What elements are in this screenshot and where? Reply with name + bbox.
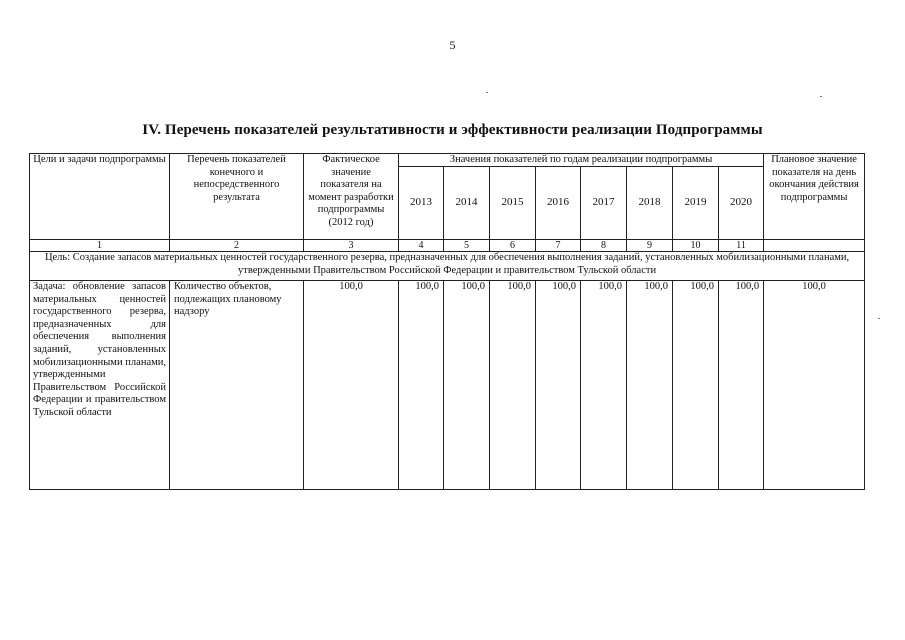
column-number: 2 <box>170 240 304 252</box>
header-planned: Плановое значение показателя на день окончания действия подпрограммы <box>764 154 865 240</box>
year-value: 100,0 <box>399 281 444 490</box>
column-number: 1 <box>30 240 170 252</box>
column-number <box>764 240 865 252</box>
header-year: 2018 <box>627 167 673 240</box>
year-value: 100,0 <box>673 281 719 490</box>
header-years-group: Значения показателей по годам реализации подпрограммы <box>399 154 764 167</box>
indicators-table <box>29 153 865 490</box>
column-number: 6 <box>490 240 536 252</box>
scan-speck <box>878 318 880 319</box>
year-value: 100,0 <box>581 281 627 490</box>
indicator-text: Количество объектов, подлежащих плановому надзору <box>170 281 304 490</box>
planned-value: 100,0 <box>764 281 865 490</box>
header-actual: Фактическое значение показателя на момент разработки подпрограммы (2012 год) <box>304 154 399 240</box>
header-year: 2014 <box>444 167 490 240</box>
actual-value: 100,0 <box>304 281 399 490</box>
header-year: 2019 <box>673 167 719 240</box>
year-value: 100,0 <box>536 281 581 490</box>
header-row <box>30 154 865 167</box>
goal-row <box>30 252 865 281</box>
column-number: 3 <box>304 240 399 252</box>
task-text: Задача: обновление запасов материальных ценностей государственного резерва, предназначенных для обеспечения выполнения заданий, установленных мобилизационными планами, утвержденными Правительством Российской Федерации и правительством Тульской области <box>30 281 170 490</box>
column-number: 7 <box>536 240 581 252</box>
header-year: 2017 <box>581 167 627 240</box>
header-year: 2016 <box>536 167 581 240</box>
year-value: 100,0 <box>444 281 490 490</box>
scan-speck <box>486 92 488 93</box>
header-indicators: Перечень показателей конечного и непосредственного результата <box>170 154 304 240</box>
year-value: 100,0 <box>719 281 764 490</box>
table-row <box>30 281 865 490</box>
header-year: 2013 <box>399 167 444 240</box>
section-title: IV. Перечень показателей результативности и эффективности реализации Подпрограммы <box>142 122 763 138</box>
column-number: 9 <box>627 240 673 252</box>
column-number: 5 <box>444 240 490 252</box>
column-number: 10 <box>673 240 719 252</box>
year-value: 100,0 <box>627 281 673 490</box>
scan-speck <box>820 96 822 97</box>
column-number: 4 <box>399 240 444 252</box>
goal-text: Цель: Создание запасов материальных ценностей государственного резерва, предназначенных для обеспечения выполнения заданий, установленных мобилизационными планами, утвержденными Правительством Российской Федерации и правительством Тульской области <box>30 252 865 281</box>
header-goals: Цели и задачи подпрограммы <box>30 154 170 240</box>
column-number-row <box>30 240 865 252</box>
header-year: 2020 <box>719 167 764 240</box>
year-value: 100,0 <box>490 281 536 490</box>
column-number: 11 <box>719 240 764 252</box>
page-number: 5 <box>449 38 456 52</box>
header-year: 2015 <box>490 167 536 240</box>
column-number: 8 <box>581 240 627 252</box>
